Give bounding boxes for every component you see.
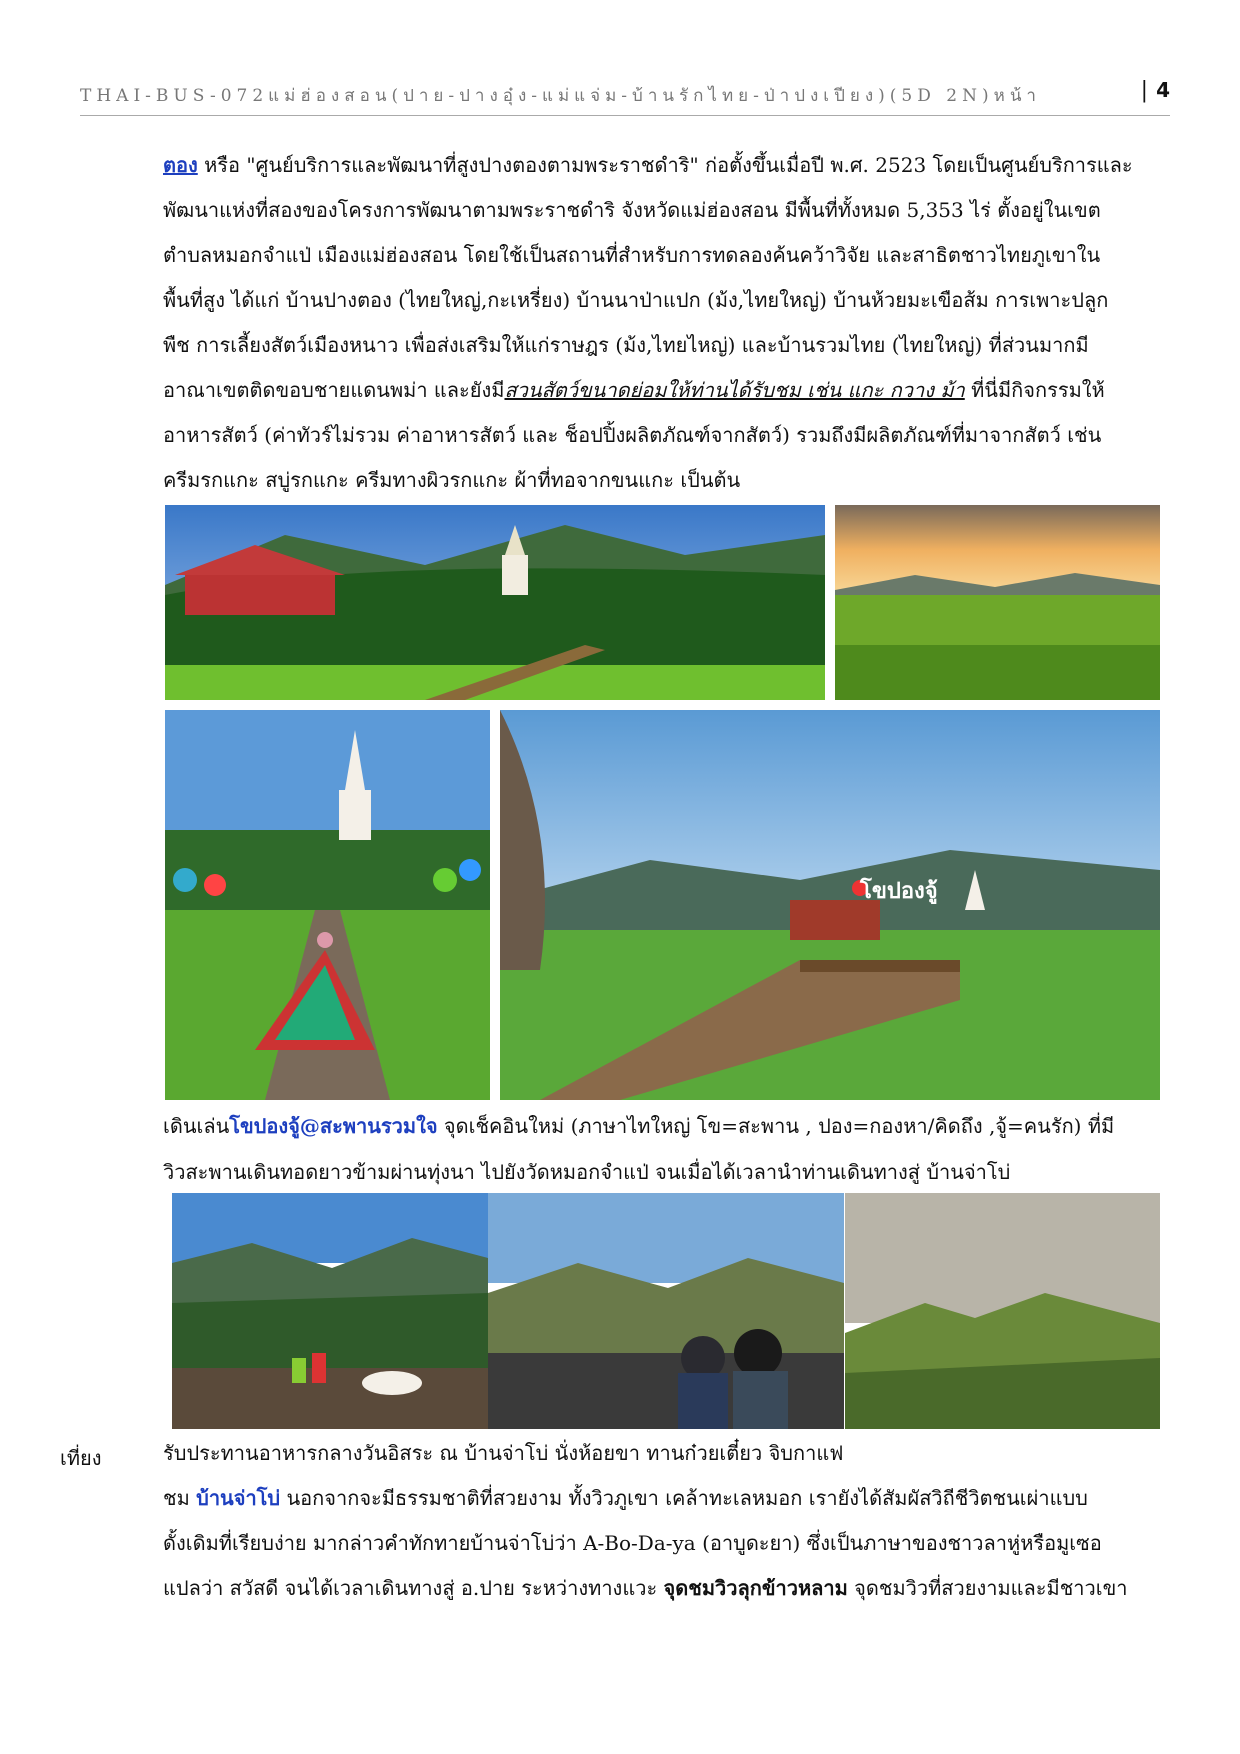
viewpoint-highlight: จุดชมวิวลุกข้าวหลาม bbox=[663, 1576, 848, 1600]
header-title: THAI-BUS-072แม่ฮ่องสอน(ปาย-ปางอุ๋ง-แม่แจ่ม-บ้านรักไทย-ป่าปงเปียง)(5D 2N)หน้า bbox=[80, 86, 1041, 106]
header-rule bbox=[80, 115, 1170, 116]
lunch-line-3: ดั้งเดิมที่เรียบง่าย มากล่าวคำทักทายบ้านจ่าโบ่ว่า A-Bo-Da-ya (อาบูดะยา) ซึ่งเป็นภาษาของชาวลาหู่หรือมูเซอ bbox=[163, 1531, 1102, 1555]
lunch-line-4a: แปลว่า สวัสดี จนได้เวลาเดินทางสู่ อ.ปาย ระหว่างทางแวะ bbox=[163, 1576, 664, 1600]
intro-paragraph bbox=[163, 143, 1173, 503]
header-separator: | bbox=[1140, 78, 1148, 103]
bridge-caption-prefix: เดินเล่น bbox=[163, 1114, 230, 1138]
intro-line-5: พืช การเลี้ยงสัตว์เมืองหนาว เพื่อส่งเสริมให้แก่ราษฎร (ม้ง,ไทยไหญ่) และบ้านรวมไทย (ไทยใหญ่) ที่ส่วนมากมี bbox=[163, 333, 1089, 357]
intro-line-4: พื้นที่สูง ได้แก่ บ้านปางตอง (ไทยใหญ่,กะเหรี่ยง) บ้านนาป่าแปก (ม้ง,ไทยใหญ่) บ้านห้วยมะเขือส้ม การเพาะปลูก bbox=[163, 288, 1109, 312]
lunch-line-2a: ชม bbox=[163, 1486, 197, 1510]
lunch-line-2c: นอกจากจะมีธรรมชาติที่สวยงาม ทั้งวิวภูเขา เคล้าทะเลหมอก เรายังได้สัมผัสวิถีชีวิตชนเผ่าแบบ bbox=[280, 1486, 1088, 1510]
page-header bbox=[80, 78, 1170, 112]
lunch-line-4c: จุดชมวิวที่สวยงามและมีชาวเขา bbox=[847, 1576, 1128, 1600]
bridge-caption-rest: จุดเช็คอินใหม่ (ภาษาไทใหญ่ โข=สะพาน , ปอง=กองหา/คิดถึง ,จู้=คนรัก) ที่มี bbox=[437, 1114, 1115, 1138]
kho-pong-ju-highlight: โขปองจู้@สะพานรวมใจ bbox=[229, 1114, 438, 1138]
rice-field-sunset-photo bbox=[835, 505, 1160, 700]
lunch-line-1: รับประทานอาหารกลางวันอิสระ ณ บ้านจ่าโบ่ นั่งห้อยขา ทานก๋วยเตี๋ยว จิบกาแฟ bbox=[163, 1441, 844, 1465]
intro-line-1: หรือ "ศูนย์บริการและพัฒนาที่สูงปางตองตามพระราชดำริ" ก่อตั้งขึ้นเมื่อปี พ.ศ. 2523 โดยเป็นศูนย์บริการและ bbox=[197, 153, 1133, 177]
intro-line-6c: ที่นี่มีกิจกรรมให้ bbox=[964, 378, 1105, 402]
intro-line-8: ครีมรกแกะ สบู่รกแกะ ครีมทางผิวรกแกะ ผ้าที่ทอจากขนแกะ เป็นต้น bbox=[163, 468, 741, 492]
intro-line-3: ตำบลหมอกจำแป่ เมืองแม่ฮ่องสอน โดยใช้เป็นสถานที่สำหรับการทดลองค้นคว้าวิจัย และสาธิตชาวไทยภูเขาใน bbox=[163, 243, 1101, 267]
zoo-highlight: สวนสัตว์ขนาดย่อมให้ท่านได้รับชม เช่น แกะ กวาง ม้า bbox=[504, 378, 965, 402]
lunch-label: เที่ยง bbox=[60, 1446, 102, 1470]
intro-line-6a: อาณาเขตติดขอบชายแดนพม่า และยังมี bbox=[163, 378, 505, 402]
temple-palms-photo bbox=[165, 505, 825, 700]
kho-pong-ju-bridge-photo bbox=[500, 710, 1160, 1100]
page-number: 4 bbox=[1156, 78, 1170, 102]
mountain-noodle-photo bbox=[172, 1193, 488, 1429]
bridge-lanterns-photo bbox=[165, 710, 490, 1100]
lunch-paragraph bbox=[163, 1431, 1173, 1611]
intro-line-7: อาหารสัตว์ (ค่าทัวร์ไม่รวม ค่าอาหารสัตว์ และ ช็อปปิ้งผลิตภัณฑ์จากสัตว์) รวมถึงมีผลิตภัณฑ์ที่มาจากสัตว์ เช่น bbox=[163, 423, 1102, 447]
photo-sign-text: โขปองจู้ bbox=[860, 879, 938, 904]
bridge-caption bbox=[163, 1103, 1173, 1195]
intro-line-2: พัฒนาแห่งที่สองของโครงการพัฒนาตามพระราชดำริ จังหวัดแม่ฮ่องสอน มีพื้นที่ทั้งหมด 5,353 ไร่ ตั้งอยู่ในเขต bbox=[163, 198, 1101, 222]
couple-viewpoint-photo bbox=[488, 1193, 844, 1429]
bridge-caption-line-2: วิวสะพานเดินทอดยาวข้ามผ่านทุ่งนา ไปยังวัดหมอกจำแป่ จนเมื่อได้เวลานำท่านเดินทางสู่ บ้านจ่าโบ่ bbox=[163, 1160, 1011, 1184]
pangtong-link[interactable]: ตอง bbox=[163, 153, 198, 177]
valley-village-photo bbox=[845, 1193, 1160, 1429]
ban-ja-bo-highlight: บ้านจ่าโบ่ bbox=[196, 1486, 281, 1510]
